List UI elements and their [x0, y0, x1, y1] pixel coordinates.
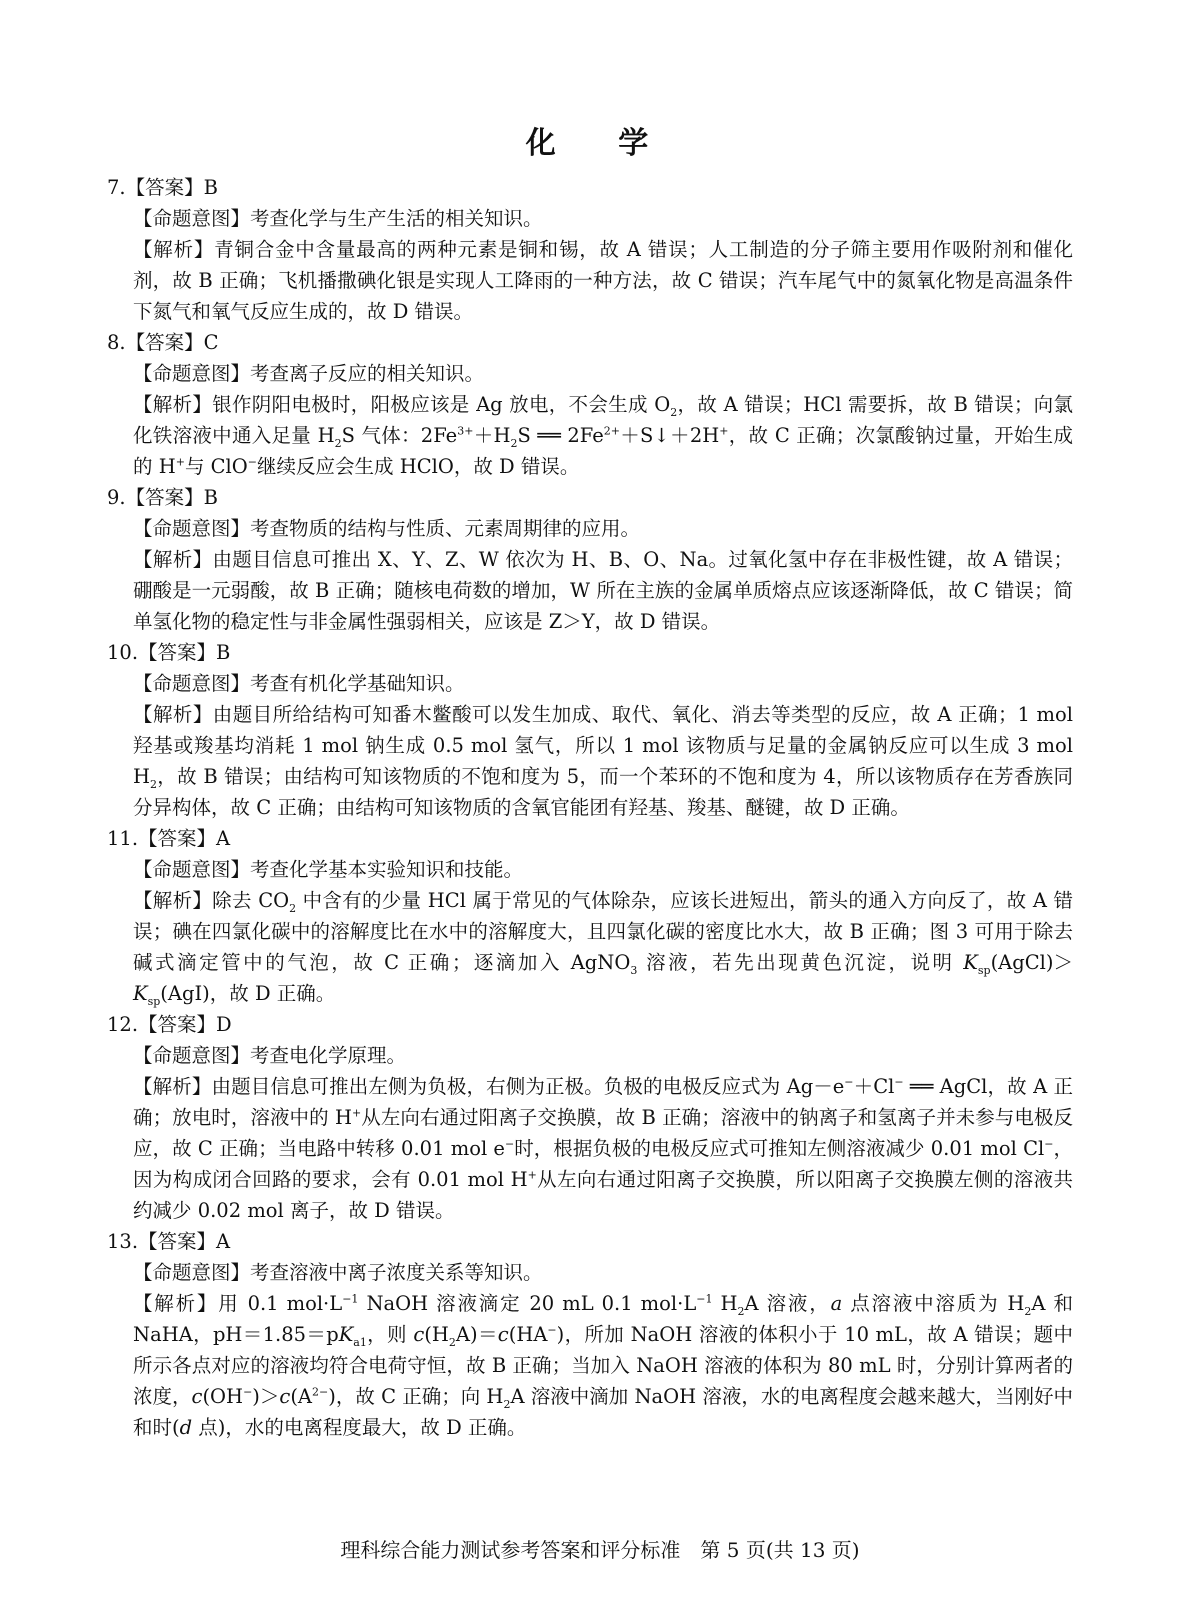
analysis-paragraph	[107, 389, 1073, 482]
answer-line	[107, 823, 1073, 854]
answer-value: B	[203, 176, 218, 199]
analysis-label: 【解析】	[133, 703, 213, 726]
analysis-text: 青铜合金中含量最高的两种元素是铜和锡，故 A 错误；人工制造的分子筛主要用作吸附剂和催化剂，故 B 正确；飞机播撒碘化银是实现人工降雨的一种方法，故 C 错误；汽车尾气中的氮氧化物是高温条件下氮气和氧气反应生成的，故 D 错误。	[133, 238, 1073, 323]
answer-line	[107, 1009, 1073, 1040]
analysis-paragraph	[107, 885, 1073, 1009]
intent-label: 【命题意图】	[133, 1261, 251, 1284]
analysis-text: 由题目所给结构可知番木鳖酸可以发生加成、取代、氧化、消去等类型的反应，故 A 正确；1 mol 羟基或羧基均消耗 1 mol 钠生成 0.5 mol 氢气，所以 1 mol 该物质与足量的金属钠反应可以生成 3 mol $H_2$，故 B 错误；由结构可知该物质的不饱和度为 5，而一个苯环的不饱和度为 4，所以该物质存在芳香族同分异构体，故 C 正确；由结构可知该物质的含氧官能团有羟基、羧基、醚键，故 D 正确。	[133, 703, 1073, 819]
answer-value: C	[203, 331, 219, 354]
answer-line	[107, 172, 1073, 203]
answer-line	[107, 1226, 1073, 1257]
analysis-label: 【解析】	[133, 889, 213, 912]
answer-list	[107, 172, 1073, 1443]
analysis-paragraph	[107, 544, 1073, 637]
answer-value: B	[203, 486, 218, 509]
intent-text: 考查离子反应的相关知识。	[250, 362, 485, 385]
answer-label: 【答案】	[138, 641, 217, 664]
analysis-text: 由题目信息可推出左侧为负极，右侧为正极。负极的电极反应式为 Ag－e−＋Cl− ══ AgCl，故 A 正确；放电时，溶液中的 H+从左向右通过阳离子交换膜，故 B 正确；溶液中的钠离子和氢离子并未参与电极反应，故 C 正确；当电路中转移 0.01 mol e−时，根据负极的电极反应式可推知左侧溶液减少 0.01 mol Cl−，因为构成闭合回路的要求，会有 0.01 mol H+从左向右通过阳离子交换膜，所以阳离子交换膜左侧的溶液共约减少 0.02 mol 离子，故 D 错误。	[133, 1075, 1073, 1222]
answer-value: D	[216, 1013, 232, 1036]
question-block	[107, 637, 1073, 823]
intent-line	[107, 1257, 1073, 1288]
question-number: 11.	[107, 827, 139, 850]
analysis-paragraph	[107, 699, 1073, 823]
question-block	[107, 482, 1073, 637]
page-title: 化 学	[525, 126, 675, 161]
answer-label: 【答案】	[138, 827, 217, 850]
question-block	[107, 172, 1073, 327]
intent-line	[107, 513, 1073, 544]
question-block	[107, 327, 1073, 482]
answer-label: 【答案】	[138, 1013, 217, 1036]
intent-text: 考查物质的结构与性质、元素周期律的应用。	[250, 517, 641, 540]
intent-label: 【命题意图】	[133, 1044, 251, 1067]
answer-line	[107, 637, 1073, 668]
question-number: 13.	[107, 1230, 139, 1253]
answer-value: A	[216, 827, 231, 850]
intent-text: 考查电化学原理。	[250, 1044, 407, 1067]
intent-line	[107, 1040, 1073, 1071]
question-number: 7.	[107, 176, 126, 199]
page-footer: 理科综合能力测试参考答案和评分标准 第 5 页(共 13 页)	[340, 1538, 860, 1562]
answer-value: B	[216, 641, 231, 664]
analysis-label: 【解析】	[133, 1292, 219, 1315]
intent-label: 【命题意图】	[133, 207, 251, 230]
intent-label: 【命题意图】	[133, 517, 251, 540]
intent-line	[107, 854, 1073, 885]
intent-text: 考查溶液中离子浓度关系等知识。	[250, 1261, 543, 1284]
question-block	[107, 1226, 1073, 1443]
intent-label: 【命题意图】	[133, 672, 251, 695]
answer-label: 【答案】	[125, 486, 204, 509]
answer-label: 【答案】	[138, 1230, 217, 1253]
intent-label: 【命题意图】	[133, 362, 251, 385]
analysis-text: 银作阴阳电极时，阳极应该是 Ag 放电，不会生成 $O_2$，故 A 错误；HCl 需要拆，故 B 错误；向氯化铁溶液中通入足量 $H_2S$ 气体：$2Fe^{3+}+H_2S$ ══ $2Fe^{2+}+S↓+2H^+$，故 C 正确；次氯酸钠过量，开始生成的 H+与 ClO−继续反应会生成 HClO，故 D 错误。	[133, 393, 1073, 478]
analysis-text: 用 0.1 $mol\cdot L^{-1}$ NaOH 溶液滴定 20 mL 0.1 $mol\cdot L^{-1}$ $H_2A$ 溶液，a 点溶液中溶质为 $H_2A$ 和 NaHA，$pH=1.85=pK_{a1}$，则 $c(H_2A)=c(HA^-)$，所加 NaOH 溶液的体积小于 10 mL，故 A 错误；题中所示各点对应的溶液均符合电荷守恒，故 B 正确；当加入 NaOH 溶液的体积为 80 mL 时，分别计算两者的浓度，$c(OH^-)>c(A^{2-})$，故 C 正确；向 $H_2A$ 溶液中滴加 NaOH 溶液，水的电离程度会越来越大，当刚好中和时(d 点)，水的电离程度最大，故 D 正确。	[133, 1292, 1073, 1439]
intent-text: 考查有机化学基础知识。	[250, 672, 465, 695]
analysis-paragraph	[107, 1071, 1073, 1226]
intent-line	[107, 668, 1073, 699]
intent-line	[107, 358, 1073, 389]
intent-label: 【命题意图】	[133, 858, 251, 881]
question-number: 12.	[107, 1013, 139, 1036]
intent-line	[107, 203, 1073, 234]
analysis-label: 【解析】	[133, 238, 215, 261]
analysis-text: 除去 $CO_2$ 中含有的少量 HCl 属于常见的气体除杂，应该长进短出，箭头的通入方向反了，故 A 错误；碘在四氯化碳中的溶解度比在水中的溶解度大，且四氯化碳的密度比水大，故 B 正确；图 3 可用于除去碱式滴定管中的气泡，故 C 正确；逐滴加入 AgNO$_3$ 溶液，若先出现黄色沉淀，说明 $K_{sp}(AgCl)>K_{sp}(AgI)$，故 D 正确。	[133, 889, 1073, 1008]
analysis-paragraph	[107, 234, 1073, 327]
analysis-paragraph	[107, 1288, 1073, 1443]
answer-value: A	[216, 1230, 231, 1253]
question-number: 9.	[107, 486, 126, 509]
answer-line	[107, 482, 1073, 513]
intent-text: 考查化学基本实验知识和技能。	[250, 858, 524, 881]
answer-label: 【答案】	[125, 331, 204, 354]
analysis-label: 【解析】	[133, 548, 213, 571]
analysis-text: 由题目信息可推出 X、Y、Z、W 依次为 H、B、O、Na。过氧化氢中存在非极性键，故 A 错误；硼酸是一元弱酸，故 B 正确；随核电荷数的增加，W 所在主族的金属单质熔点应该逐渐降低，故 C 错误；简单氢化物的稳定性与非金属性强弱相关，应该是 Z＞Y，故 D 错误。	[133, 548, 1073, 633]
answer-label: 【答案】	[125, 176, 204, 199]
question-number: 8.	[107, 331, 126, 354]
analysis-label: 【解析】	[133, 393, 213, 416]
question-block	[107, 1009, 1073, 1226]
question-block	[107, 823, 1073, 1009]
intent-text: 考查化学与生产生活的相关知识。	[250, 207, 543, 230]
analysis-label: 【解析】	[133, 1075, 212, 1098]
question-number: 10.	[107, 641, 139, 664]
answer-line	[107, 327, 1073, 358]
